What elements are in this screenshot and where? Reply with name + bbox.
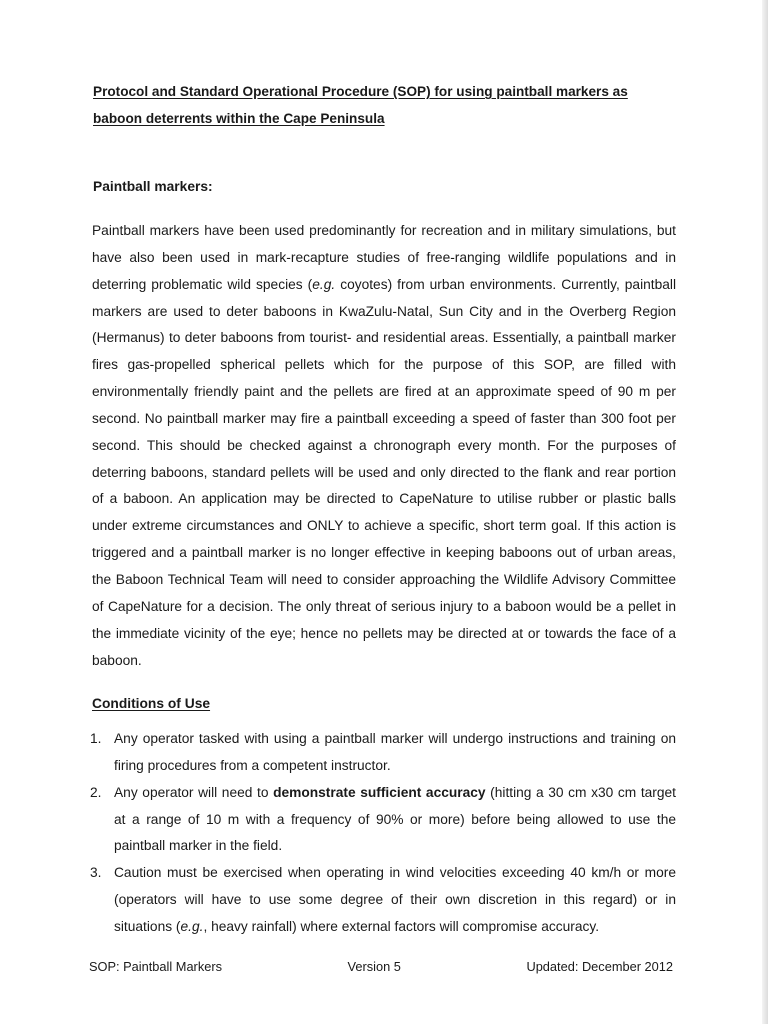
- condition-number: 2.: [90, 784, 102, 800]
- footer-version: Version 5: [347, 959, 401, 974]
- condition-text-bold: demonstrate sufficient accuracy: [273, 784, 486, 800]
- condition-item-3: [90, 860, 676, 941]
- condition-text-pre: Caution must be exercised when operating in wind velocities exceeding 40 km/h or more (operators will have to use some degree of their own discretion in this regard) or in situations (: [114, 865, 676, 934]
- condition-text: Any operator tasked with using a paintball marker will undergo instructions and training on firing procedures from a competent instructor.: [114, 731, 676, 773]
- condition-number: 3.: [90, 865, 102, 881]
- condition-text-italic: e.g.: [180, 918, 204, 934]
- body-paragraph: [92, 218, 676, 674]
- section-heading-conditions-of-use: Conditions of Use: [92, 696, 211, 711]
- condition-item-1: [90, 726, 676, 780]
- condition-text-post: (hitting a 30 cm x30 cm target at a range of 10 m with a frequency of 90% or more) before being allowed to use the paintball marker in the field.: [114, 784, 676, 854]
- condition-item-2: [90, 780, 676, 861]
- page-edge-shadow: [762, 0, 768, 1024]
- paragraph-text-part-1: Paintball markers have been used predominantly for recreation and in military simulations, but have also been used in mark-recapture studies of free-ranging wildlife populations and in deterring problematic wild species (: [92, 223, 676, 292]
- footer-updated-date: Updated: December 2012: [526, 959, 673, 974]
- condition-number: 1.: [90, 731, 102, 746]
- condition-text-pre: Any operator will need to: [114, 784, 274, 800]
- paragraph-eg-italic: e.g.: [312, 276, 336, 292]
- section-heading-paintball-markers: Paintball markers:: [93, 179, 213, 194]
- page-footer: [89, 958, 673, 976]
- conditions-list: [90, 726, 676, 941]
- condition-text-post: , heavy rainfall) where external factors will compromise accuracy.: [203, 918, 600, 934]
- document-title: Protocol and Standard Operational Procedure (SOP) for using paintball markers as baboon deterrents within the Cape Peninsula: [93, 84, 628, 126]
- footer-document-name: SOP: Paintball Markers: [89, 959, 222, 974]
- paragraph-text-part-2: coyotes) from urban environments. Currently, paintball markers are used to deter baboons in KwaZulu-Natal, Sun City and in the Overberg Region (Hermanus) to deter baboons from tourist- and residential areas. Essentially, a paintball marker fires gas-propelled spherical pellets which for the purpose of this SOP, are filled with environmentally friendly paint and the pellets are fired at an approximate speed of 90 m per second. No paintball marker may fire a paintball exceeding a speed of faster than 300 foot per second. This should be checked against a chronograph every month. For the purposes of deterring baboons, standard pellets will be used and only directed to the flank and rear portion of a baboon. An application may be directed to CapeNature to utilise rubber or plastic balls under extreme circumstances and ONLY to achieve a specific, short term goal. If this action is triggered and a paintball marker is no longer effective in keeping baboons out of urban areas, the Baboon Technical Team will need to consider approaching the Wildlife Advisory Committee of CapeNature for a decision. The only threat of serious injury to a baboon would be a pellet in the immediate vicinity of the eye; hence no pellets may be directed at or towards the face of a baboon.: [92, 276, 676, 668]
